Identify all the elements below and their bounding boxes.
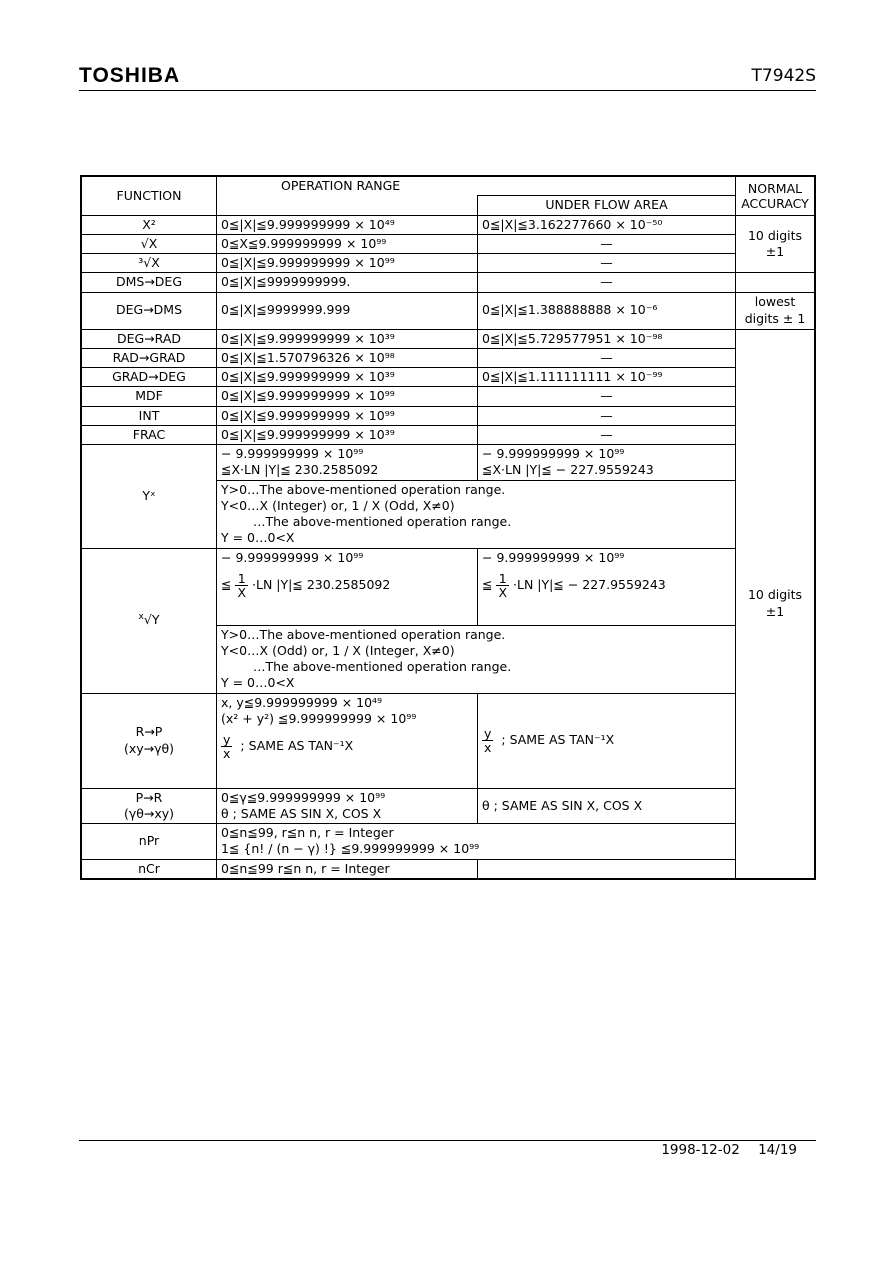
function-cell: FRAC [81, 425, 217, 444]
function-cell: MDF [81, 387, 217, 406]
function-cell: P→R (γθ→xy) [81, 788, 217, 824]
part-number: T7942S [751, 66, 816, 86]
header-function: FUNCTION [81, 176, 217, 215]
underflow-cell: — [478, 254, 736, 273]
operation-cell: − 9.999999999 × 10⁹⁹ ≦X·LN |Y|≦ 230.2585092 [217, 445, 478, 481]
operation-cell: 0≦|X|≦9.999999999 × 10³⁹ [217, 425, 478, 444]
header-operation-range: OPERATION RANGE [217, 176, 736, 196]
function-cell: √X [81, 234, 217, 253]
accuracy-cell: 10 digits ±1 [736, 329, 816, 879]
operation-cell: 0≦γ≦9.999999999 × 10⁹⁹ θ ; SAME AS SIN X, COS X [217, 788, 478, 824]
operation-cell: 0≦|X|≦9.999999999 × 10³⁹ [217, 329, 478, 348]
accuracy-cell: lowest digits ± 1 [736, 292, 816, 329]
operation-cell: − 9.999999999 × 10⁹⁹ ≦ $\frac{1}{X}$ ·LN |Y|≦ 230.2585092 [217, 548, 478, 625]
operation-cell: 0≦|X|≦9.999999999 × 10⁴⁹ [217, 215, 478, 234]
underflow-cell: — [478, 348, 736, 367]
header-under-flow: UNDER FLOW AREA [478, 196, 736, 215]
function-cell: GRAD→DEG [81, 368, 217, 387]
footer-date: 1998-12-02 [661, 1142, 740, 1158]
note-cell: Y>0…The above-mentioned operation range. Y<0…X (Odd) or, 1 / X (Integer, X≠0) …The above-mentioned operation range. Y = 0…0<X [217, 625, 736, 693]
function-cell: RAD→GRAD [81, 348, 217, 367]
note-cell: Y>0…The above-mentioned operation range. Y<0…X (Integer) or, 1 / X (Odd, X≠0) …The above-mentioned operation range. Y = 0…0<X [217, 480, 736, 548]
operation-range-table [80, 175, 816, 880]
function-cell: $^x$√Y [81, 548, 217, 693]
footer-rule [79, 1140, 816, 1141]
function-cell: R→P (xy→γθ) [81, 693, 217, 788]
function-cell: DEG→RAD [81, 329, 217, 348]
operation-cell: 0≦X≦9.999999999 × 10⁹⁹ [217, 234, 478, 253]
operation-cell: 0≦n≦99 r≦n n, r = Integer [217, 859, 478, 879]
operation-cell: 0≦|X|≦9.999999999 × 10³⁹ [217, 368, 478, 387]
table-row [81, 548, 815, 625]
function-cell: DMS→DEG [81, 273, 217, 292]
operation-cell: x, y≦9.999999999 × 10⁴⁹ (x² + y²) ≦9.999999999 × 10⁹⁹ $\frac{y}{x}$ ; SAME AS TAN⁻¹X [217, 693, 478, 788]
table-row [81, 273, 815, 292]
underflow-cell: — [478, 273, 736, 292]
underflow-cell: 0≦|X|≦1.388888888 × 10⁻⁶ [478, 292, 736, 329]
underflow-cell: — [478, 406, 736, 425]
operation-cell: 0≦|X|≦1.570796326 × 10⁹⁸ [217, 348, 478, 367]
page-number: 14/19 [758, 1142, 797, 1158]
table-row [81, 425, 815, 444]
accuracy-cell: 10 digits ±1 [736, 215, 816, 273]
table-row [81, 254, 815, 273]
table-row [81, 329, 815, 348]
header-accuracy: NORMAL ACCURACY [736, 176, 816, 215]
table-row [81, 406, 815, 425]
underflow-cell: − 9.999999999 × 10⁹⁹ ≦ $\frac{1}{X}$ ·LN |Y|≦ − 227.9559243 [478, 548, 736, 625]
table-row [81, 788, 815, 824]
underflow-cell: $\frac{y}{x}$ ; SAME AS TAN⁻¹X [478, 693, 736, 788]
toshiba-logo: TOSHIBA [79, 64, 181, 87]
table-row [81, 234, 815, 253]
underflow-cell: 0≦|X|≦3.162277660 × 10⁻⁵⁰ [478, 215, 736, 234]
table-row [81, 368, 815, 387]
table-row [81, 693, 815, 788]
footer [647, 1142, 797, 1158]
operation-cell: 0≦|X|≦9999999.999 [217, 292, 478, 329]
operation-cell: 0≦|X|≦9.999999999 × 10⁹⁹ [217, 387, 478, 406]
table-row [81, 292, 815, 329]
underflow-cell: — [478, 387, 736, 406]
function-cell: nCr [81, 859, 217, 879]
function-cell: Yˣ [81, 445, 217, 549]
function-cell: nPr [81, 824, 217, 860]
function-cell: X² [81, 215, 217, 234]
table-row [81, 387, 815, 406]
underflow-cell: — [478, 425, 736, 444]
table-row [81, 859, 815, 879]
table-row [81, 445, 815, 481]
underflow-cell: θ ; SAME AS SIN X, COS X [478, 788, 736, 824]
table-row [81, 215, 815, 234]
underflow-cell: 0≦|X|≦1.111111111 × 10⁻⁹⁹ [478, 368, 736, 387]
function-cell: ³√X [81, 254, 217, 273]
underflow-cell [478, 859, 736, 879]
underflow-cell: 0≦|X|≦5.729577951 × 10⁻⁹⁸ [478, 329, 736, 348]
underflow-cell: — [478, 234, 736, 253]
underflow-cell: − 9.999999999 × 10⁹⁹ ≦X·LN |Y|≦ − 227.9559243 [478, 445, 736, 481]
operation-cell: 0≦|X|≦9999999999. [217, 273, 478, 292]
function-cell: INT [81, 406, 217, 425]
operation-cell: 0≦n≦99, r≦n n, r = Integer 1≦ {n! / (n − γ) !} ≦9.999999999 × 10⁹⁹ [217, 824, 736, 860]
operation-cell: 0≦|X|≦9.999999999 × 10⁹⁹ [217, 406, 478, 425]
operation-cell: 0≦|X|≦9.999999999 × 10⁹⁹ [217, 254, 478, 273]
function-cell: DEG→DMS [81, 292, 217, 329]
table-row [81, 824, 815, 860]
header-rule [79, 90, 816, 91]
table-row [81, 348, 815, 367]
